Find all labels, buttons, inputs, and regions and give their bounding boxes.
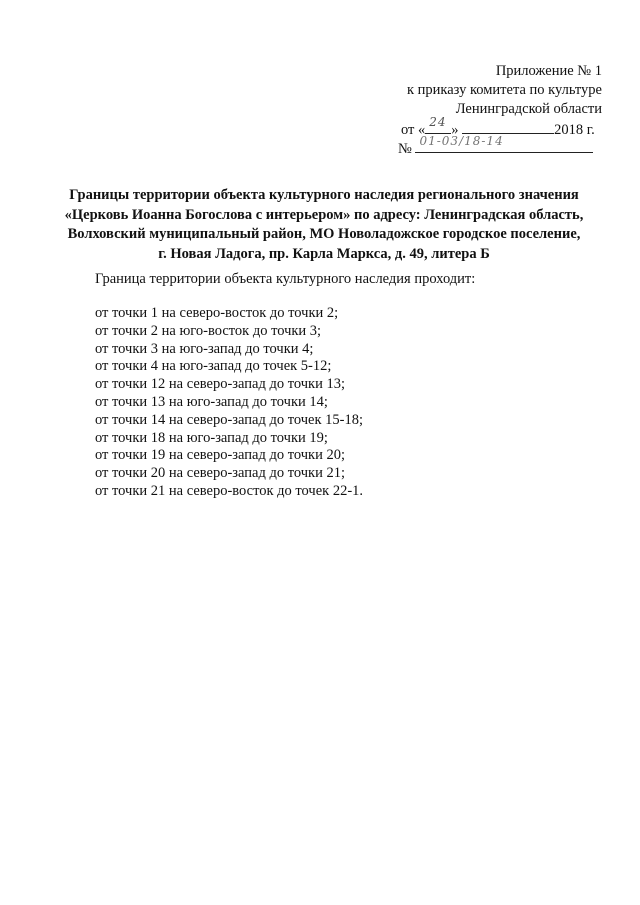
boundary-route-list [95, 305, 363, 501]
appendix-order-ref: к приказу комитета по культуре [406, 82, 602, 98]
date-day-handwritten: 24 [429, 115, 447, 129]
route-item: от точки 18 на юго-запад до точки 19; [95, 429, 328, 446]
date-year: 2018 г. [554, 122, 595, 138]
title-line-2: «Церковь Иоанна Богослова с интерьером» по адресу: Ленинградская область, [64, 206, 584, 223]
number-blank [415, 134, 593, 153]
appendix-region: Ленинградской области [455, 101, 602, 117]
title-line-4: г. Новая Ладога, пр. Карла Маркса, д. 49, литера Б [158, 245, 490, 262]
title-line-1: Границы территории объекта культурного наследия регионального значения [69, 187, 579, 203]
route-item: от точки 3 на юго-запад до точки 4; [95, 340, 314, 357]
date-mid: » [451, 122, 459, 138]
route-item: от точки 21 на северо-восток до точек 22-1. [95, 482, 364, 499]
number-handwritten: 01-03/18-14 [419, 134, 504, 148]
document-title [48, 186, 600, 264]
boundary-intro: Граница территории объекта культурного наследия проходит: [95, 271, 476, 287]
route-item: от точки 20 на северо-запад до точки 21; [95, 465, 345, 482]
appendix-header [342, 62, 602, 119]
order-number-line [398, 134, 593, 159]
title-line-3: Волховский муниципальный район, МО Новоладожское городское поселение, [67, 226, 581, 242]
route-item: от точки 4 на юго-запад до точек 5-12; [95, 358, 332, 375]
number-prefix: № [398, 141, 412, 157]
route-item: от точки 13 на юго-запад до точки 14; [95, 393, 328, 410]
route-item: от точки 14 на северо-запад до точек 15-18; [95, 411, 363, 428]
route-item: от точки 12 на северо-запад до точки 13; [95, 376, 345, 393]
date-prefix: от « [401, 122, 426, 138]
route-item: от точки 2 на юго-восток до точки 3; [95, 322, 322, 339]
route-item: от точки 19 на северо-запад до точки 20; [95, 447, 345, 464]
appendix-title: Приложение № 1 [495, 63, 602, 79]
route-item: от точки 1 на северо-восток до точки 2; [95, 305, 339, 321]
